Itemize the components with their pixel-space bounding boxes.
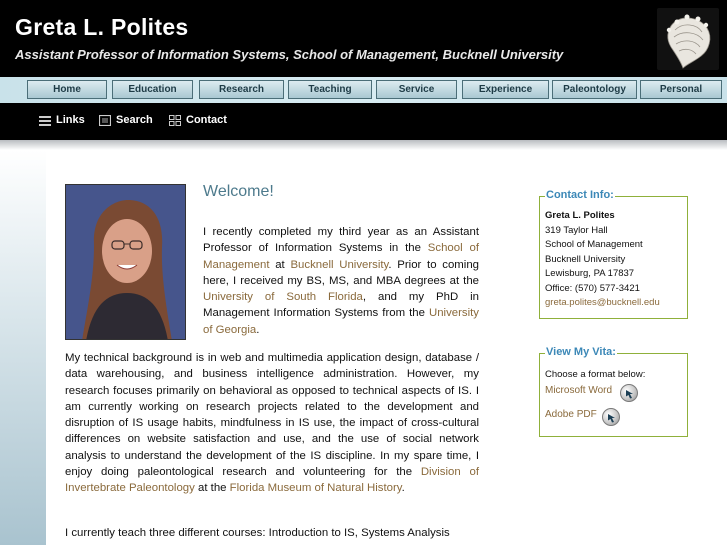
- intro-text-2: at: [269, 258, 291, 271]
- contact-info-box: [539, 189, 688, 319]
- link-school-of-management[interactable]: School of Management: [203, 242, 479, 271]
- nav-research[interactable]: Research: [199, 80, 284, 99]
- link-bucknell-university[interactable]: Bucknell University: [290, 258, 389, 271]
- contact-address-3: Bucknell University: [545, 254, 626, 265]
- vita-legend: View My Vita:: [546, 346, 616, 358]
- nav-paleontology[interactable]: Paleontology: [552, 80, 637, 99]
- contact-button[interactable]: [169, 114, 227, 126]
- background-text-2: at the: [194, 482, 230, 495]
- teaching-paragraph: I currently teach three different courses: Introduction to IS, Systems Analysis: [65, 527, 450, 539]
- intro-text-4: , and my PhD in Management Information Systems from the: [203, 291, 479, 320]
- welcome-heading: Welcome!: [203, 183, 274, 200]
- profile-photo: [65, 184, 186, 340]
- link-florida-museum[interactable]: Florida Museum of Natural History: [229, 482, 402, 495]
- left-gradient-bar: [0, 150, 46, 545]
- vita-prompt: Choose a format below:: [545, 369, 646, 380]
- vita-box: [539, 346, 688, 437]
- links-button[interactable]: [39, 114, 85, 126]
- word-download-arrow-icon[interactable]: [620, 384, 638, 402]
- links-label: Links: [56, 114, 85, 126]
- intro-text-1: I recently completed my third year as an Assistant Professor of Information Systems in the: [203, 226, 479, 255]
- page-subtitle: Assistant Professor of Information Systems, School of Management, Bucknell University: [15, 47, 564, 62]
- utility-toolbar: [0, 103, 727, 140]
- page-title: Greta L. Polites: [15, 14, 189, 40]
- contact-address-1: 319 Taylor Hall: [545, 225, 608, 236]
- site-header: [0, 0, 727, 77]
- intro-text-3: . Prior to coming here, I received my BS, MS, and MBA degrees at the: [203, 258, 479, 287]
- contact-name: Greta L. Polites: [545, 210, 615, 221]
- link-invertebrate-paleontology[interactable]: Division of Invertebrate Paleontology: [65, 466, 479, 495]
- contact-email-link[interactable]: greta.polites@bucknell.edu: [545, 297, 660, 308]
- link-usf[interactable]: University of South Florida: [203, 291, 363, 304]
- search-label: Search: [116, 114, 153, 126]
- nav-service[interactable]: Service: [376, 80, 457, 99]
- nav-education[interactable]: Education: [112, 80, 193, 99]
- contact-legend: Contact Info:: [546, 189, 614, 201]
- background-paragraph: [65, 350, 479, 497]
- toolbar-shadow: [0, 140, 727, 150]
- grid-icon: [169, 115, 181, 126]
- link-uga[interactable]: University of Georgia: [203, 307, 479, 336]
- pdf-download-arrow-icon[interactable]: [602, 408, 620, 426]
- contact-label: Contact: [186, 114, 227, 126]
- vita-word-link[interactable]: Microsoft Word: [545, 385, 613, 396]
- search-box-icon: [99, 115, 111, 126]
- contact-address-4: Lewisburg, PA 17837: [545, 268, 635, 279]
- nav-experience[interactable]: Experience: [462, 80, 549, 99]
- intro-paragraph: [203, 224, 479, 338]
- contact-phone: Office: (570) 577-3421: [545, 283, 640, 294]
- intro-text-5: .: [256, 323, 260, 336]
- search-button[interactable]: [99, 114, 153, 126]
- contact-address-2: School of Management: [545, 239, 643, 250]
- background-text-3: .: [401, 482, 405, 495]
- nav-home[interactable]: Home: [27, 80, 107, 99]
- main-nav: [0, 77, 727, 103]
- background-text-1: My technical background is in web and multimedia application design, database / data warehousing, and business intelligence administration. However, my research focuses primarily on behavioral as opposed to technical aspects of IS. I am currently working on research projects related to the development and disruption of IS usage habits, mindfulness in IS use, the impact of cross-cultural differences on website satisfaction and use, and the use of social network analysis to understand the development of the IS discipline. In my spare time, I enjoy doing paleontological research and volunteering for the: [65, 352, 479, 479]
- nav-teaching[interactable]: Teaching: [288, 80, 372, 99]
- shell-icon: [657, 8, 719, 70]
- list-icon: [39, 115, 51, 126]
- vita-pdf-link[interactable]: Adobe PDF: [545, 409, 597, 420]
- nav-personal[interactable]: Personal: [640, 80, 722, 99]
